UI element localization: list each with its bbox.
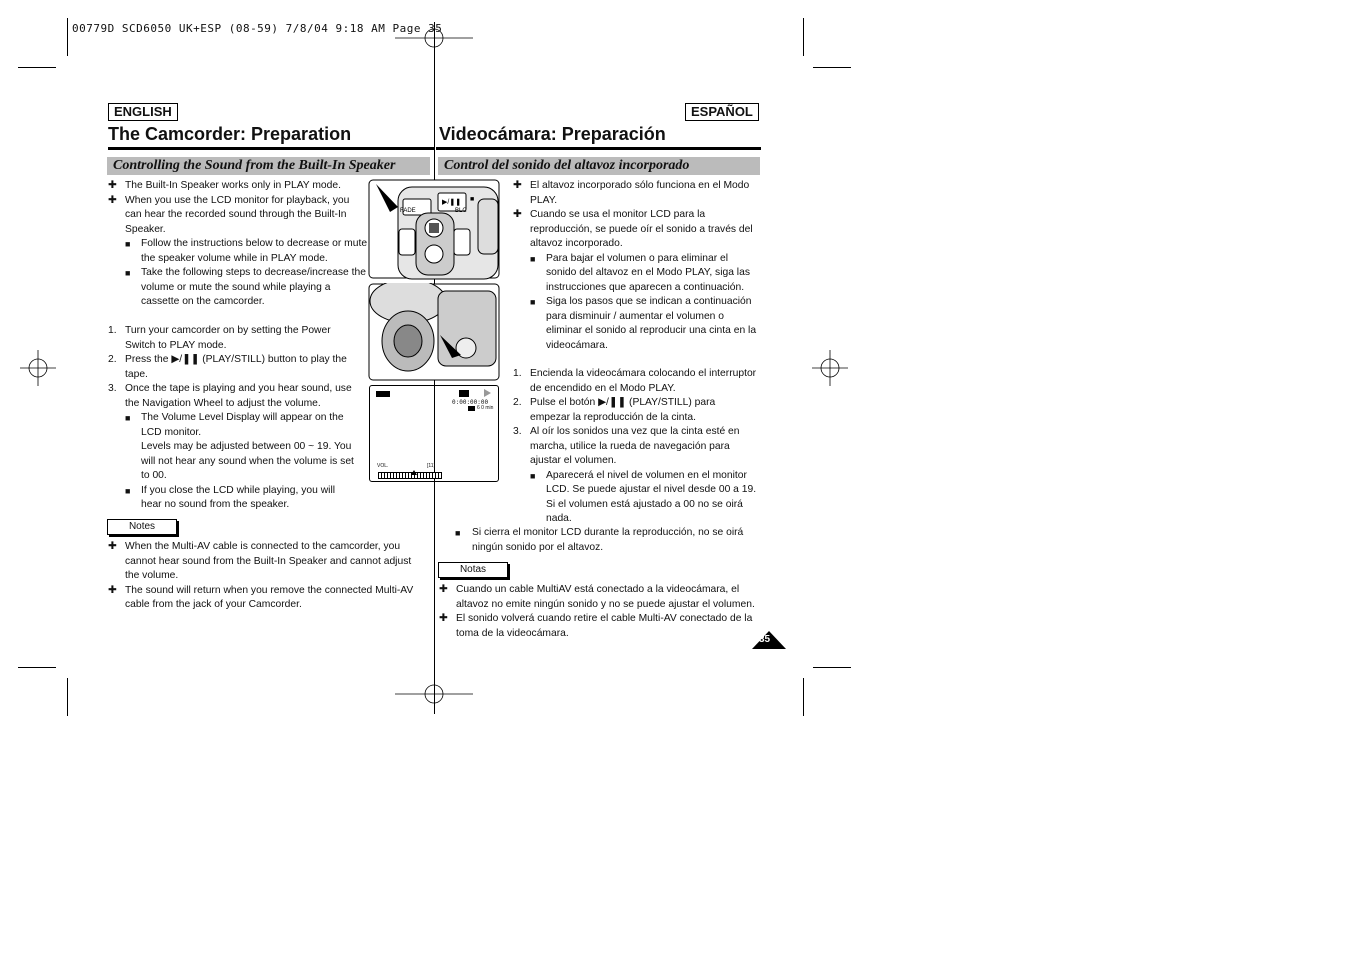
- section-heading: Controlling the Sound from the Built-In Speaker: [107, 157, 430, 175]
- step-item: 1. Turn your camcorder on by setting the Power Switch to PLAY mode.: [108, 325, 331, 351]
- volume-level-marker: [411, 470, 417, 475]
- sub-bullet-item: ■ Take the following steps to decrease/increase the volume or mute the sound while playing a cassette on the camcorder.: [125, 267, 366, 307]
- crop-mark: [67, 678, 68, 716]
- bullet-icon: ✚: [108, 584, 117, 596]
- bullet-icon: ✚: [108, 194, 117, 206]
- bullet-icon: ✚: [513, 209, 522, 220]
- sub-bullet-item: ■ Siga los pasos que se indican a continuación para disminuir / aumentar el volumen o eliminar el sonido al reproducir una cinta en la videocámara.: [530, 296, 757, 351]
- bullet-item: ✚ When you use the LCD monitor for playback, you can hear the recorded sound through the Built-In Speaker.: [108, 194, 350, 235]
- note-item: ✚ Cuando un cable MultiAV está conectado a la videocámara, el altavoz no emite ningún sonido y no se puede ajustar el volumen.: [439, 584, 755, 610]
- step-item: 2. Press the ▶/❚❚ (PLAY/STILL) button to play the tape.: [108, 354, 347, 380]
- crop-mark: [813, 667, 851, 668]
- bullet-item: ✚ The Built-In Speaker works only in PLAY mode.: [108, 179, 368, 194]
- lcd-volume-display: [369, 385, 499, 482]
- square-icon: ■: [125, 239, 131, 249]
- square-icon: ■: [125, 485, 131, 496]
- language-label: ENGLISH: [108, 103, 178, 121]
- square-icon: ■: [530, 253, 536, 264]
- title-rule: [436, 147, 761, 150]
- registration-mark: [812, 350, 852, 390]
- square-icon: ■: [530, 297, 536, 307]
- language-label: ESPAÑOL: [685, 103, 759, 121]
- bullet-icon: ✚: [108, 541, 117, 552]
- crop-mark: [803, 678, 804, 716]
- volume-bar: [378, 472, 442, 479]
- sub-bullet-item: ■ The Volume Level Display will appear on the LCD monitor.: [125, 412, 344, 438]
- step-item: 1. Encienda la videocámara colocando el interruptor de encendido en el Modo PLAY.: [513, 368, 757, 394]
- left-notes: [108, 540, 428, 613]
- crop-mark: [18, 67, 56, 68]
- remain-icon: [468, 406, 475, 411]
- stop-button-label: ■: [470, 196, 475, 203]
- right-steps: [513, 367, 758, 527]
- page-title: The Camcorder: Preparation: [108, 124, 352, 144]
- step-item: 3. Once the tape is playing and you hear sound, use the Navigation Wheel to adjust the volume.: [108, 383, 352, 409]
- crop-mark: [803, 18, 804, 56]
- step-note: Levels may be adjusted between 00 ~ 19. You will not hear any sound when the volume is set to 00.: [141, 441, 354, 481]
- notes-label: Notas: [438, 562, 508, 578]
- page-number-badge: [752, 631, 786, 649]
- left-steps: [108, 324, 358, 513]
- note-item: ✚ When the Multi-AV cable is connected to the camcorder, you cannot hear sound from the Built-In Speaker and cannot adjust the volume.: [108, 541, 412, 581]
- square-icon: ■: [125, 413, 131, 423]
- section-heading: Control del sonido del altavoz incorporado: [438, 157, 760, 175]
- notes-label: Notes: [107, 519, 177, 535]
- step-item: 3. Al oír los sonidos una vez que la cinta esté en marcha, utilice la rueda de navegación para ajustar el volumen.: [513, 426, 740, 466]
- sub-bullet-item: ■ Si cierra el monitor LCD durante la reproducción, no se oirá ningún sonido por el altavoz.: [455, 527, 744, 553]
- play-still-button-label: ▶/❚❚: [442, 199, 462, 206]
- square-icon: ■: [455, 528, 461, 538]
- volume-label: VOL.: [377, 463, 389, 469]
- title-rule: [108, 147, 434, 150]
- sub-bullet-item: ■ Aparecerá el nivel de volumen en el monitor LCD. Se puede ajustar el nivel desde 00 a 19. Si el volumen está ajustado a 00 no se oirá nada.: [530, 469, 757, 524]
- right-notes: [439, 583, 757, 641]
- battery-icon: [376, 391, 390, 397]
- camcorder-buttons-illustration: [368, 179, 501, 281]
- bullet-item: ✚ El altavoz incorporado sólo funciona en el Modo PLAY.: [513, 180, 750, 206]
- remaining-time: 6 0 min: [477, 405, 494, 411]
- step-item: 2. Pulse el botón ▶/❚❚ (PLAY/STILL) para empezar la reproducción de la cinta.: [513, 397, 716, 423]
- crop-mark: [18, 667, 56, 668]
- bullet-item: ✚ Cuando se usa el monitor LCD para la reproducción, se puede oír el sonido a través del altavoz incorporado.: [513, 209, 753, 249]
- play-icon: [484, 389, 491, 397]
- square-icon: ■: [530, 470, 536, 481]
- bullet-icon: ✚: [439, 613, 448, 624]
- registration-mark: [395, 676, 475, 716]
- right-body: [513, 179, 758, 353]
- tape-icon: [459, 390, 469, 397]
- bullet-icon: ✚: [439, 584, 448, 595]
- note-item: ✚ El sonido volverá cuando retire el cable Multi-AV conectado de la toma de la videocámara.: [439, 613, 753, 639]
- bullet-icon: ✚: [513, 180, 522, 191]
- crop-mark: [67, 18, 68, 56]
- page-title: Videocámara: Preparación: [439, 124, 666, 144]
- registration-mark: [20, 350, 60, 390]
- sub-bullet-item: ■ Follow the instructions below to decrease or mute the speaker volume while in PLAY mode.: [125, 238, 368, 264]
- volume-value: [11]: [427, 463, 435, 469]
- right-step-extra: [455, 526, 755, 555]
- page-number: 35: [759, 634, 771, 645]
- square-icon: ■: [125, 268, 131, 278]
- crop-mark: [813, 67, 851, 68]
- note-item: ✚ The sound will return when you remove the connected Multi-AV cable from the jack of your Camcorder.: [108, 584, 414, 610]
- bullet-icon: ✚: [108, 180, 117, 191]
- left-body: [108, 179, 368, 310]
- timecode-readout: 0:00:00:00: [452, 399, 489, 406]
- print-slug: 00779D SCD6050 UK+ESP (08-59) 7/8/04 9:18 AM Page 35: [72, 22, 443, 35]
- sub-bullet-item: ■ Para bajar el volumen o para eliminar el sonido del altavoz en el Modo PLAY, siga las instrucciones que aparecen a continuación.: [530, 252, 750, 293]
- camcorder-speaker-illustration: [368, 283, 501, 382]
- sub-bullet-item: ■ If you close the LCD while playing, you will hear no sound from the speaker.: [125, 484, 336, 510]
- blc-button-label: BLC: [455, 208, 467, 214]
- fade-button-label: FADE: [400, 208, 416, 214]
